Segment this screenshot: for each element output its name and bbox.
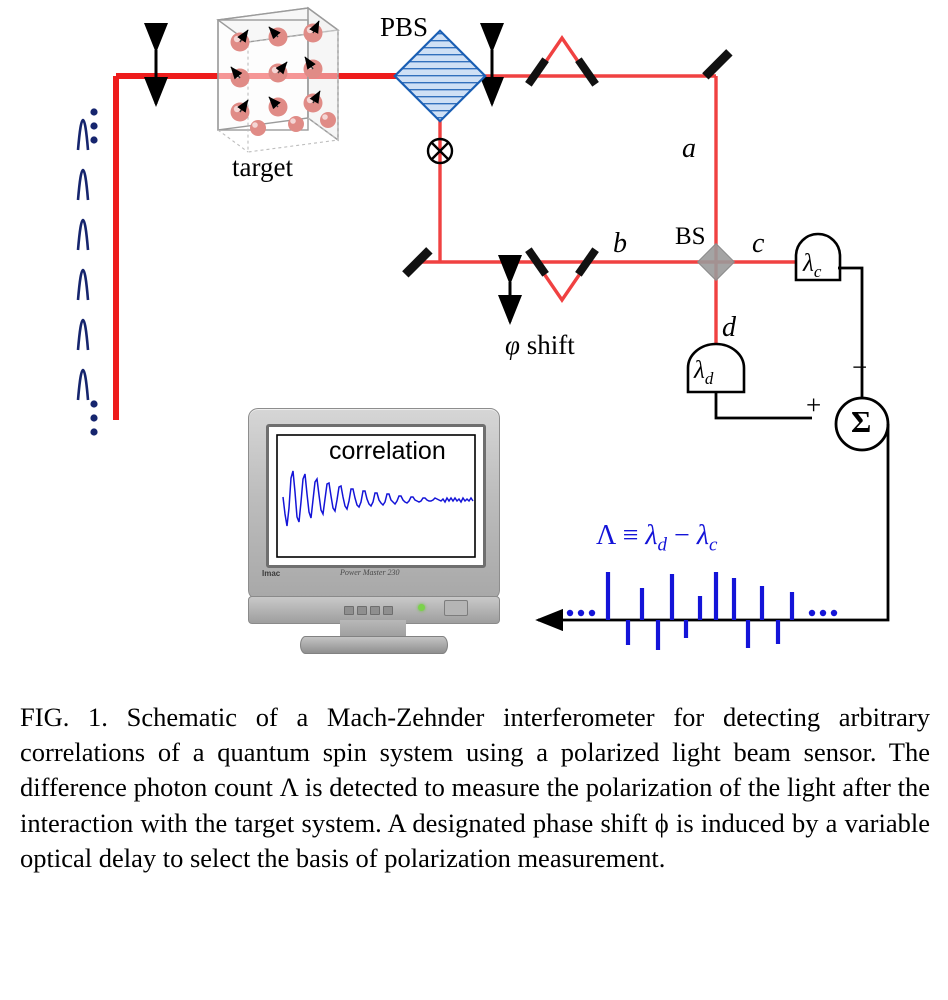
label-path-c: c (752, 228, 765, 259)
figure-caption: FIG. 1. Schematic of a Mach-Zehnder interferometer for detecting arbitrary correlations of a quantum spin system using a polarized light beam sensor. The difference photon count Λ is detected to measure the polarization of the light after the interaction with the target system. A designated phase shift ϕ is induced by a variable optical delay to select the basis of polarization measurement. (20, 702, 930, 873)
monitor-screen (266, 424, 486, 568)
monitor-brand-row (248, 568, 498, 594)
correlation-label: correlation (329, 437, 446, 465)
signal-wiring (716, 268, 862, 418)
label-minus: − (852, 352, 868, 382)
label-path-b: b (613, 228, 627, 259)
label-path-a: a (682, 133, 696, 164)
label-path-d: d (722, 312, 736, 343)
label-phi-shift: φ shift (505, 330, 575, 360)
label-bs: BS (675, 223, 706, 250)
power-led-icon (418, 604, 425, 611)
label-target: target (232, 152, 293, 182)
retroreflector-top (525, 57, 599, 86)
monitor-logo: Imac (262, 569, 281, 578)
output-pulse-train (608, 572, 792, 650)
polarizing-beam-splitter (395, 31, 486, 122)
monitor-brand-text: Power Master 230 (340, 568, 400, 577)
mirror-top-right (702, 49, 732, 79)
input-ellipsis-bottom (90, 400, 97, 435)
label-detector-c: $\lambda_c$ (803, 250, 822, 281)
label-sum: Σ (851, 404, 872, 439)
power-button[interactable] (444, 600, 468, 616)
input-pulse-train (78, 120, 88, 400)
input-ellipsis-top (90, 108, 97, 143)
label-detector-d: $\lambda_d$ (694, 357, 714, 388)
label-lambda-equation: $\Lambda \equiv \lambda_d - \lambda_c$ (596, 520, 718, 556)
target-box (218, 8, 338, 152)
label-pbs: PBS (380, 12, 429, 42)
monitor-buttons[interactable] (344, 602, 404, 612)
label-plus: + (806, 390, 822, 420)
monitor-stand (300, 636, 448, 654)
crt-monitor (248, 408, 498, 663)
